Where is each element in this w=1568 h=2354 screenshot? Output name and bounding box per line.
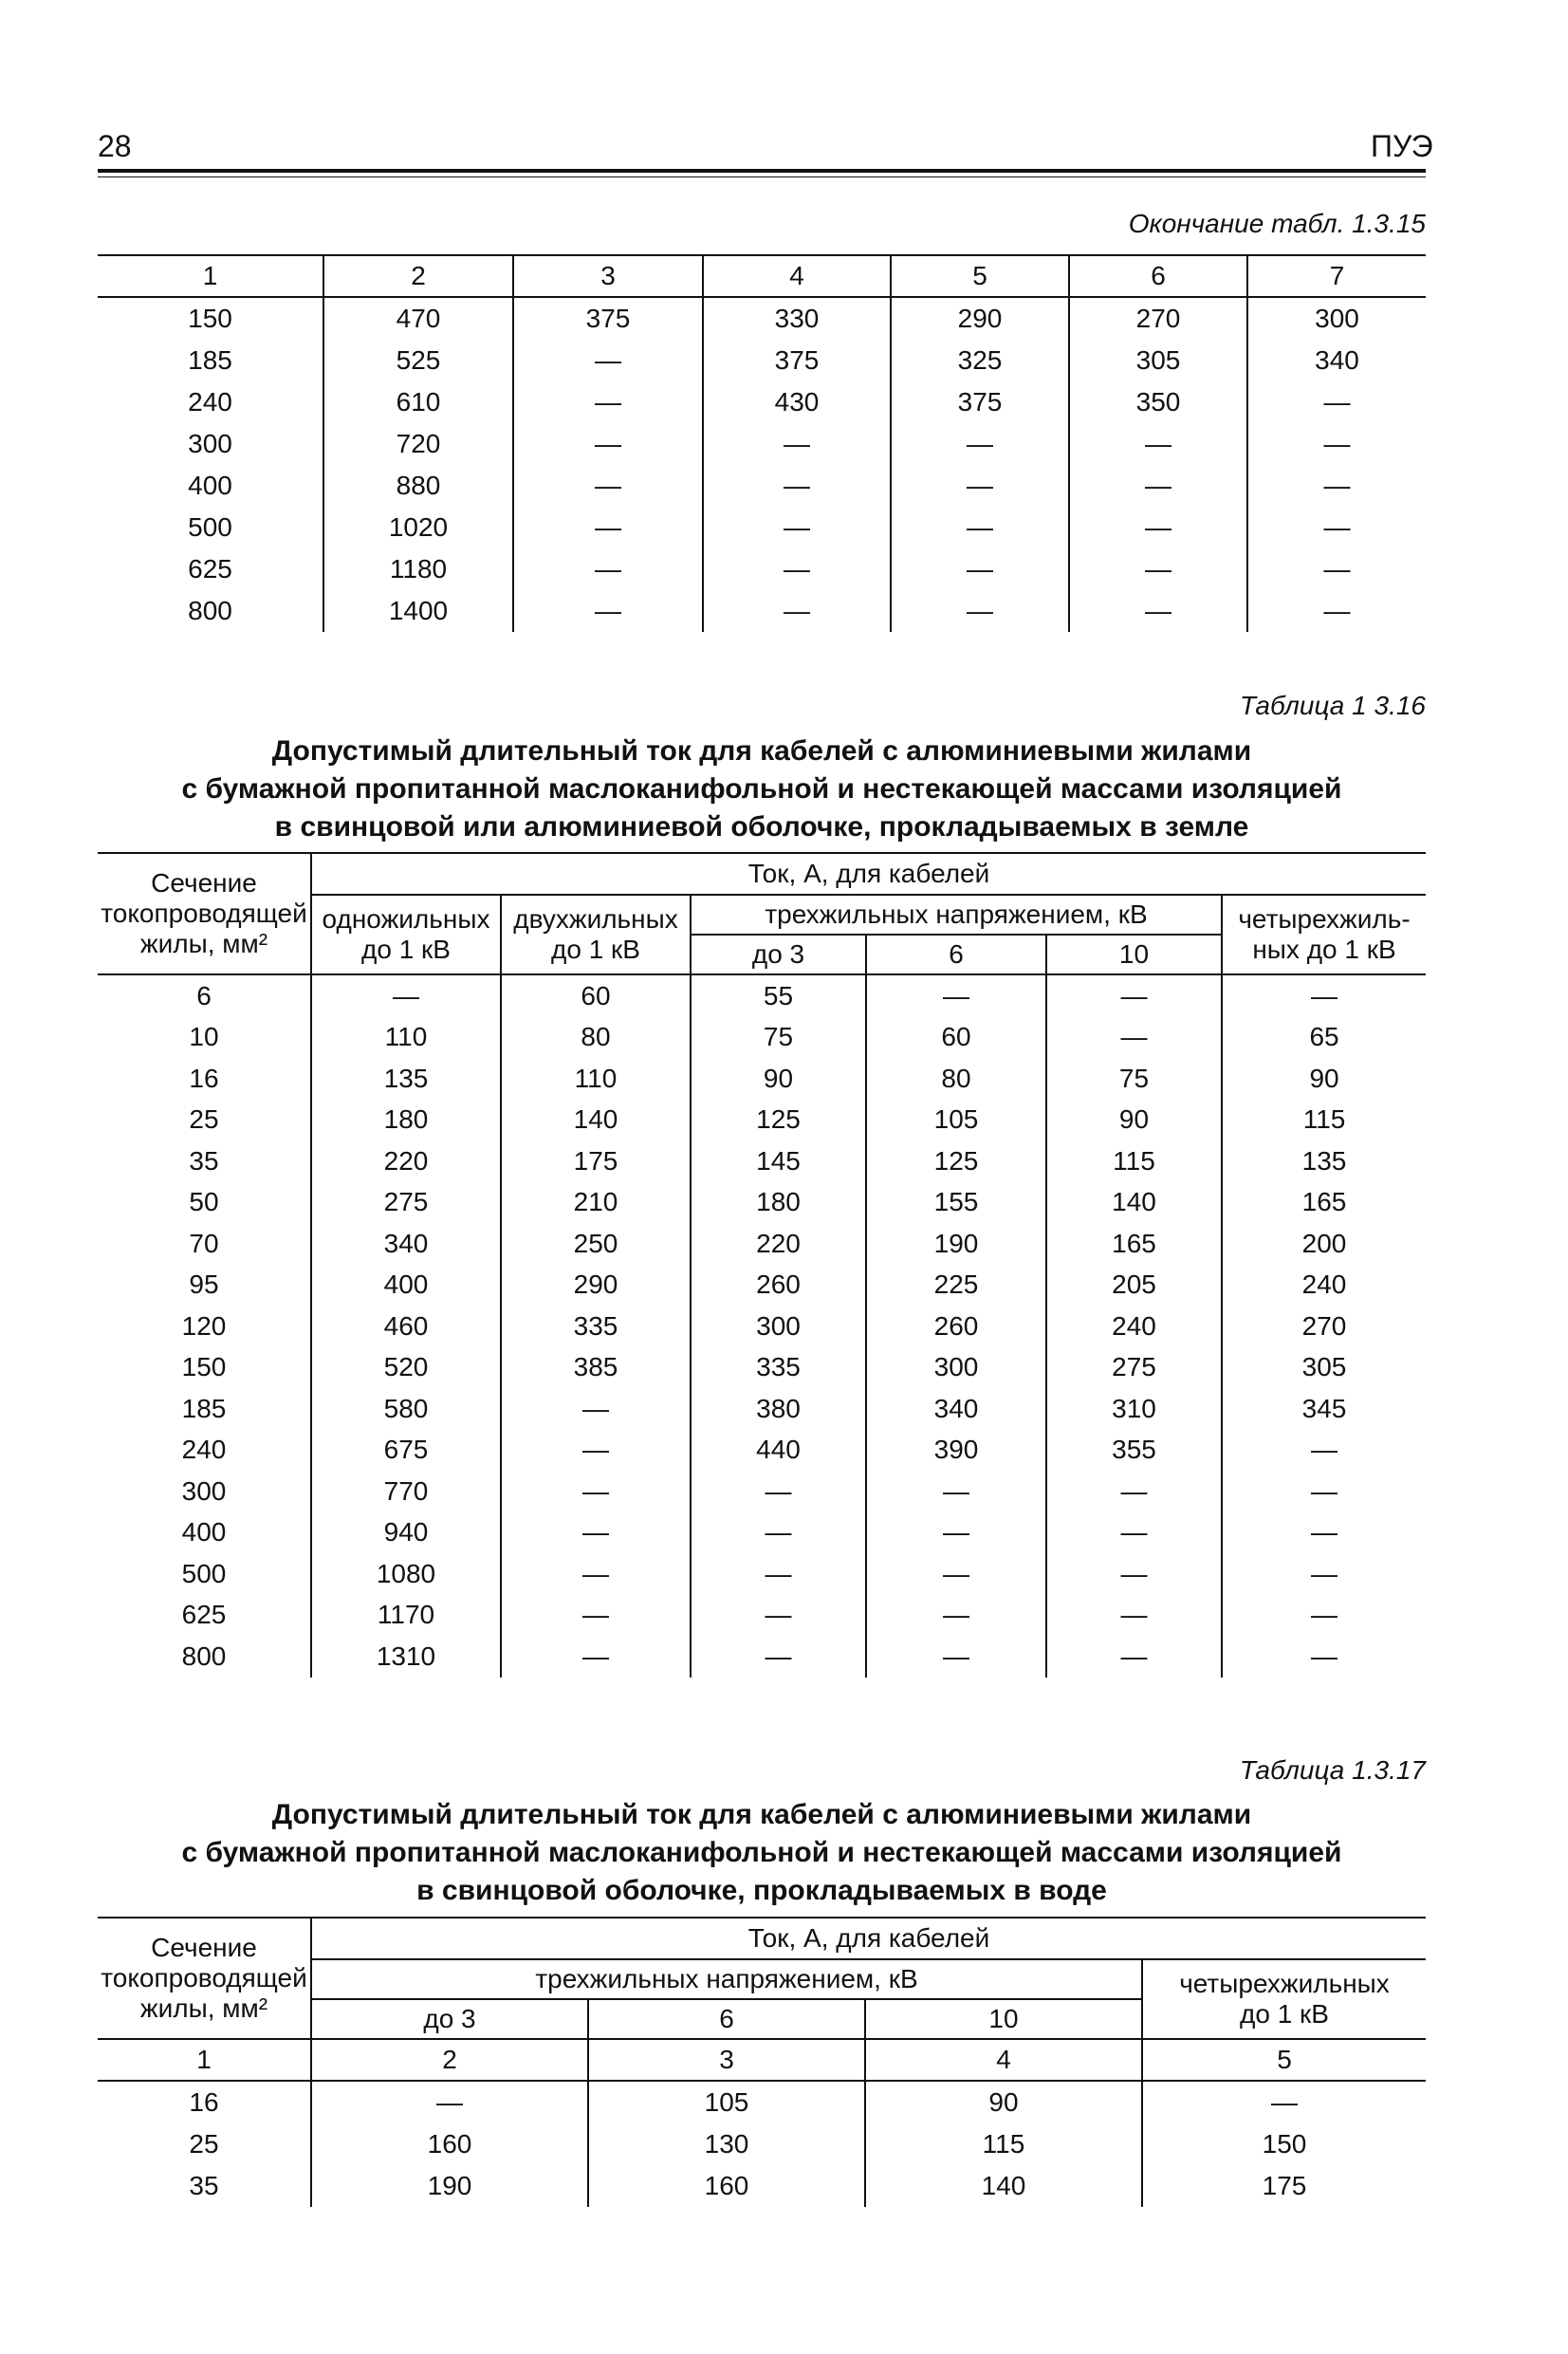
table-cell: 340 [866,1388,1046,1430]
table-cell: — [866,1636,1046,1677]
table-cell: 335 [691,1347,866,1389]
header-line: ных до 1 кВ [1252,935,1396,964]
table-cell: 300 [1247,297,1426,340]
table-cell: — [513,507,703,548]
table-cell: 720 [323,423,513,465]
table-cell: 135 [1222,1140,1426,1182]
table-cell: 35 [189,1145,219,1176]
table-cell: — [1222,1471,1426,1512]
table-cell: 10 [189,1022,219,1052]
column-header: 7 [1247,255,1426,297]
table-row [98,2165,1426,2207]
header-line: токопроводящей [101,1963,307,1993]
table-cell: — [1069,590,1247,632]
voltage-header: до 3 [311,1999,588,2039]
table-cell: 150 [181,1352,227,1382]
table-cell: 250 [501,1223,691,1265]
header-line: до 1 кВ [361,935,451,964]
table-cell: 400 [311,1265,501,1307]
table-row [98,974,1426,1017]
table-cell: 185 [188,345,232,375]
table-cell: 275 [1046,1347,1222,1389]
column-header: 2 [323,255,513,297]
table-cell: 165 [1222,1182,1426,1224]
table-cell: — [691,1471,866,1512]
title-line: с бумажной пропитанной маслоканифольной и нестекающей массами изоляцией [181,773,1342,805]
single-core-header [311,895,501,974]
four-core-header [1222,895,1426,974]
table-cell: — [513,590,703,632]
table-cell: — [501,1430,691,1472]
table-cell: — [891,590,1069,632]
table-row [98,507,1426,548]
table-row [98,1430,1426,1472]
table-cell: 800 [188,596,232,625]
table-row [98,1058,1426,1100]
table-cell: 6 [196,980,212,1010]
table-cell: — [311,2081,588,2123]
table-cell: — [501,1388,691,1430]
table-cell: 16 [189,1063,219,1093]
table-row [98,1223,1426,1265]
table-cell: 610 [323,381,513,423]
table-cell: 25 [189,1104,219,1135]
table-cell: — [513,340,703,381]
table-cell: — [513,381,703,423]
table-cell: — [1142,2081,1426,2123]
table-row [98,2123,1426,2165]
table-cell: 80 [501,1017,691,1059]
table-cell: 310 [1046,1388,1222,1430]
table-cell: 90 [691,1058,866,1100]
table-cell: 400 [181,1517,227,1548]
table-cell: 190 [311,2165,588,2207]
table-cell: 240 [1222,1265,1426,1307]
table-cell: 350 [1069,381,1247,423]
table-body [98,2039,1426,2207]
table-cell: 165 [1046,1223,1222,1265]
table-cell: 180 [311,1100,501,1141]
three-core-header: трехжильных напряжением, кВ [311,1959,1142,1999]
table-cell: 220 [311,1140,501,1182]
four-core-header [1142,1959,1426,2039]
table-cell: 110 [501,1058,691,1100]
table-cell: — [1222,1636,1426,1677]
column-header: 3 [513,255,703,297]
table-cell: 380 [691,1388,866,1430]
table-1316-caption: Таблица 1 3.16 [1239,691,1426,720]
table-row [98,1140,1426,1182]
table-cell: 140 [1046,1182,1222,1224]
table-cell: 330 [703,297,891,340]
table-row [98,1347,1426,1389]
header-line: четырехжиль- [1238,904,1411,934]
table-cell: 305 [1222,1347,1426,1389]
table-cell: 145 [691,1140,866,1182]
table-header-row [98,1918,1426,1959]
table-cell: 155 [866,1182,1046,1224]
column-number: 1 [98,2039,311,2081]
table-cell: 205 [1046,1265,1222,1307]
table-cell: 200 [1222,1223,1426,1265]
header-line: четырехжильных [1179,1969,1390,1998]
table-cell: — [1247,465,1426,507]
table-cell: 130 [588,2123,865,2165]
table-cell: 35 [189,2171,219,2200]
table-cell: 90 [1222,1058,1426,1100]
table-cell: — [501,1512,691,1554]
table-1317-caption: Таблица 1.3.17 [1239,1755,1426,1785]
voltage-header: 6 [588,1999,865,2039]
table-cell: 180 [691,1182,866,1224]
section-header [98,853,311,974]
table-cell: 290 [501,1265,691,1307]
table-cell: 325 [891,340,1069,381]
table-row [98,1595,1426,1637]
table-row [98,2081,1426,2123]
table-cell: — [1222,1553,1426,1595]
current-header: Ток, А, для кабелей [311,1918,1426,1959]
table-cell: — [1046,1595,1222,1637]
table-row [98,465,1426,507]
table-cell: 105 [866,1100,1046,1141]
table-cell: 175 [501,1140,691,1182]
table-cell: 190 [866,1223,1046,1265]
table-cell: 140 [501,1100,691,1141]
table-body [98,974,1426,1677]
table-cell: 1180 [323,548,513,590]
table-cell: 375 [703,340,891,381]
header-line: одножильных [322,904,490,934]
column-number: 4 [865,2039,1142,2081]
table-cell: 580 [311,1388,501,1430]
three-core-header: трехжильных напряжением, кВ [691,895,1222,935]
table-cell: — [1046,1553,1222,1595]
page-number: 28 [98,129,132,163]
table-cell: 80 [866,1058,1046,1100]
section-header [98,1918,311,2039]
table-cell: 135 [311,1058,501,1100]
table-cell: 400 [188,471,232,500]
table-cell: 260 [866,1306,1046,1347]
table-cell: — [691,1636,866,1677]
table-cell: — [513,548,703,590]
table-cell: — [1046,974,1222,1017]
table-cell: 290 [891,297,1069,340]
table-cell: — [866,974,1046,1017]
table-cell: 65 [1222,1017,1426,1059]
column-header: 4 [703,255,891,297]
table-cell: — [513,423,703,465]
table-cell: 275 [311,1182,501,1224]
table-cell: — [1222,1595,1426,1637]
table-cell: 1400 [323,590,513,632]
table-row [98,590,1426,632]
table-cell: — [891,548,1069,590]
table-cell: 440 [691,1430,866,1472]
table-1316-title [98,732,1426,846]
header-rule-thin [98,176,1426,177]
title-line: в свинцовой или алюминиевой оболочке, прокладываемых в земле [274,811,1249,843]
table-cell: 270 [1069,297,1247,340]
page-header-title: ПУЭ [1371,129,1433,163]
table-cell: — [1046,1017,1222,1059]
table-header-row [98,853,1426,895]
table-cell: — [501,1595,691,1637]
table-cell: — [1247,423,1426,465]
table-cell: 335 [501,1306,691,1347]
table-cell: 185 [181,1393,227,1423]
table-cell: 460 [311,1306,501,1347]
table-cell: — [1222,1512,1426,1554]
table-cell: — [691,1553,866,1595]
table-cell: 90 [1046,1100,1222,1141]
table-cell: 300 [866,1347,1046,1389]
table-cell: 25 [189,2129,219,2159]
table-cell: 520 [311,1347,501,1389]
table-cell: 160 [311,2123,588,2165]
table-cell: 625 [188,554,232,584]
table-row [98,1182,1426,1224]
table-cell: 75 [1046,1058,1222,1100]
table-cell: 355 [1046,1430,1222,1472]
header-line: Сечение [151,868,257,898]
table-cell: 75 [691,1017,866,1059]
table-cell: — [1069,423,1247,465]
table-cell: 625 [181,1600,227,1630]
table-cell: 390 [866,1430,1046,1472]
voltage-header: до 3 [691,935,866,974]
table-cell: 260 [691,1265,866,1307]
table-cell: 55 [691,974,866,1017]
table-cell: 105 [588,2081,865,2123]
table-cell: — [1247,548,1426,590]
table-1316 [98,852,1426,1677]
table-cell: 345 [1222,1388,1426,1430]
table-cell: 115 [1222,1100,1426,1141]
table-body [98,297,1426,632]
table-cell: 125 [866,1140,1046,1182]
table-row [98,1553,1426,1595]
table-cell: 90 [865,2081,1142,2123]
header-line: жилы, мм² [139,1993,268,2023]
table-cell: — [691,1512,866,1554]
header-line: двухжильных [513,904,678,934]
header-line: Сечение [151,1933,257,1962]
table-row [98,381,1426,423]
table-row [98,340,1426,381]
table-cell: 940 [311,1512,501,1554]
header-line: до 1 кВ [1240,1999,1329,2029]
table-cell: — [1069,507,1247,548]
table-row [98,1388,1426,1430]
table-cell: — [891,465,1069,507]
table-cell: — [1069,465,1247,507]
table-row [98,1471,1426,1512]
table-1317-title [98,1796,1426,1910]
table-cell: — [691,1595,866,1637]
table-cell: 1310 [311,1636,501,1677]
title-line: Допустимый длительный ток для кабелей с алюминиевыми жилами [271,735,1252,767]
column-number-row [98,2039,1426,2081]
table-cell: 300 [181,1475,227,1506]
table-row [98,1512,1426,1554]
column-header: 5 [891,255,1069,297]
table-cell: 305 [1069,340,1247,381]
current-header: Ток, А, для кабелей [311,853,1426,895]
table-row [98,1636,1426,1677]
header-line: до 1 кВ [551,935,640,964]
voltage-header: 10 [865,1999,1142,2039]
table-cell: 375 [513,297,703,340]
column-header: 6 [1069,255,1247,297]
table-cell: 770 [311,1471,501,1512]
table-cell: 240 [1046,1306,1222,1347]
table-cell: 385 [501,1347,691,1389]
table-cell: — [866,1471,1046,1512]
table-cell: — [703,548,891,590]
title-line: в свинцовой оболочке, прокладываемых в воде [416,1875,1107,1906]
table-cell: 95 [189,1270,219,1300]
table-cell: 240 [181,1435,227,1465]
table-cell: 1020 [323,507,513,548]
table-cell: 120 [181,1310,227,1341]
table-cell: — [513,465,703,507]
column-header: 1 [98,255,323,297]
table-cell: 160 [588,2165,865,2207]
table-cell: — [1247,507,1426,548]
table-cell: 500 [181,1558,227,1588]
table-cell: 340 [311,1223,501,1265]
table-cell: 240 [188,387,232,417]
table-cell: 115 [1046,1140,1222,1182]
table-cell: — [866,1512,1046,1554]
table-cell: 115 [865,2123,1142,2165]
table-cell: 150 [188,304,232,333]
table-1317 [98,1917,1426,2207]
header-line: токопроводящей [101,899,307,928]
table-cell: 340 [1247,340,1426,381]
table-row [98,1306,1426,1347]
table-1315-caption: Окончание табл. 1.3.15 [1128,209,1426,238]
table-cell: 16 [189,2087,219,2117]
column-number: 5 [1142,2039,1426,2081]
table-cell: 300 [188,429,232,458]
table-row [98,1265,1426,1307]
table-cell: — [703,507,891,548]
table-cell: 675 [311,1430,501,1472]
voltage-header: 6 [866,935,1046,974]
column-number: 3 [588,2039,865,2081]
table-cell: — [501,1471,691,1512]
title-line: Допустимый длительный ток для кабелей с алюминиевыми жилами [271,1799,1252,1830]
table-row [98,423,1426,465]
table-cell: — [866,1595,1046,1637]
voltage-header: 10 [1046,935,1222,974]
header-line: жилы, мм² [139,929,268,958]
table-row [98,297,1426,340]
table-cell: — [703,590,891,632]
title-line: с бумажной пропитанной маслоканифольной и нестекающей массами изоляцией [181,1837,1342,1868]
table-cell: 880 [323,465,513,507]
table-cell: — [501,1553,691,1595]
table-row [98,1017,1426,1059]
table-cell: 70 [189,1228,219,1258]
table-cell: 1080 [311,1553,501,1595]
table-cell: — [891,507,1069,548]
table-cell: 225 [866,1265,1046,1307]
table-cell: 525 [323,340,513,381]
table-cell: — [311,974,501,1017]
table-cell: — [1247,590,1426,632]
table-cell: 60 [501,974,691,1017]
table-cell: — [1046,1636,1222,1677]
table-cell: 800 [181,1640,227,1671]
table-cell: 150 [1142,2123,1426,2165]
table-1315 [98,254,1426,632]
table-cell: — [703,423,891,465]
two-core-header [501,895,691,974]
table-cell: 50 [189,1187,219,1217]
table-row [98,1100,1426,1141]
table-cell: — [1069,548,1247,590]
table-cell: — [501,1636,691,1677]
table-cell: 175 [1142,2165,1426,2207]
column-number: 2 [311,2039,588,2081]
table-cell: — [891,423,1069,465]
table-cell: — [1222,1430,1426,1472]
table-cell: 270 [1222,1306,1426,1347]
table-cell: 110 [311,1017,501,1059]
table-cell: 125 [691,1100,866,1141]
table-cell: — [1222,974,1426,1017]
table-cell: 1170 [311,1595,501,1637]
table-cell: — [866,1553,1046,1595]
table-cell: 140 [865,2165,1142,2207]
table-cell: 500 [188,512,232,542]
table-cell: 60 [866,1017,1046,1059]
table-header-row [98,255,1426,297]
header-rule-thick [98,169,1426,173]
table-row [98,548,1426,590]
table-cell: 470 [323,297,513,340]
table-cell: 430 [703,381,891,423]
table-cell: 220 [691,1223,866,1265]
table-cell: 300 [691,1306,866,1347]
table-cell: — [1046,1471,1222,1512]
table-cell: 375 [891,381,1069,423]
table-cell: — [1046,1512,1222,1554]
table-cell: 210 [501,1182,691,1224]
table-cell: — [703,465,891,507]
table-cell: — [1247,381,1426,423]
